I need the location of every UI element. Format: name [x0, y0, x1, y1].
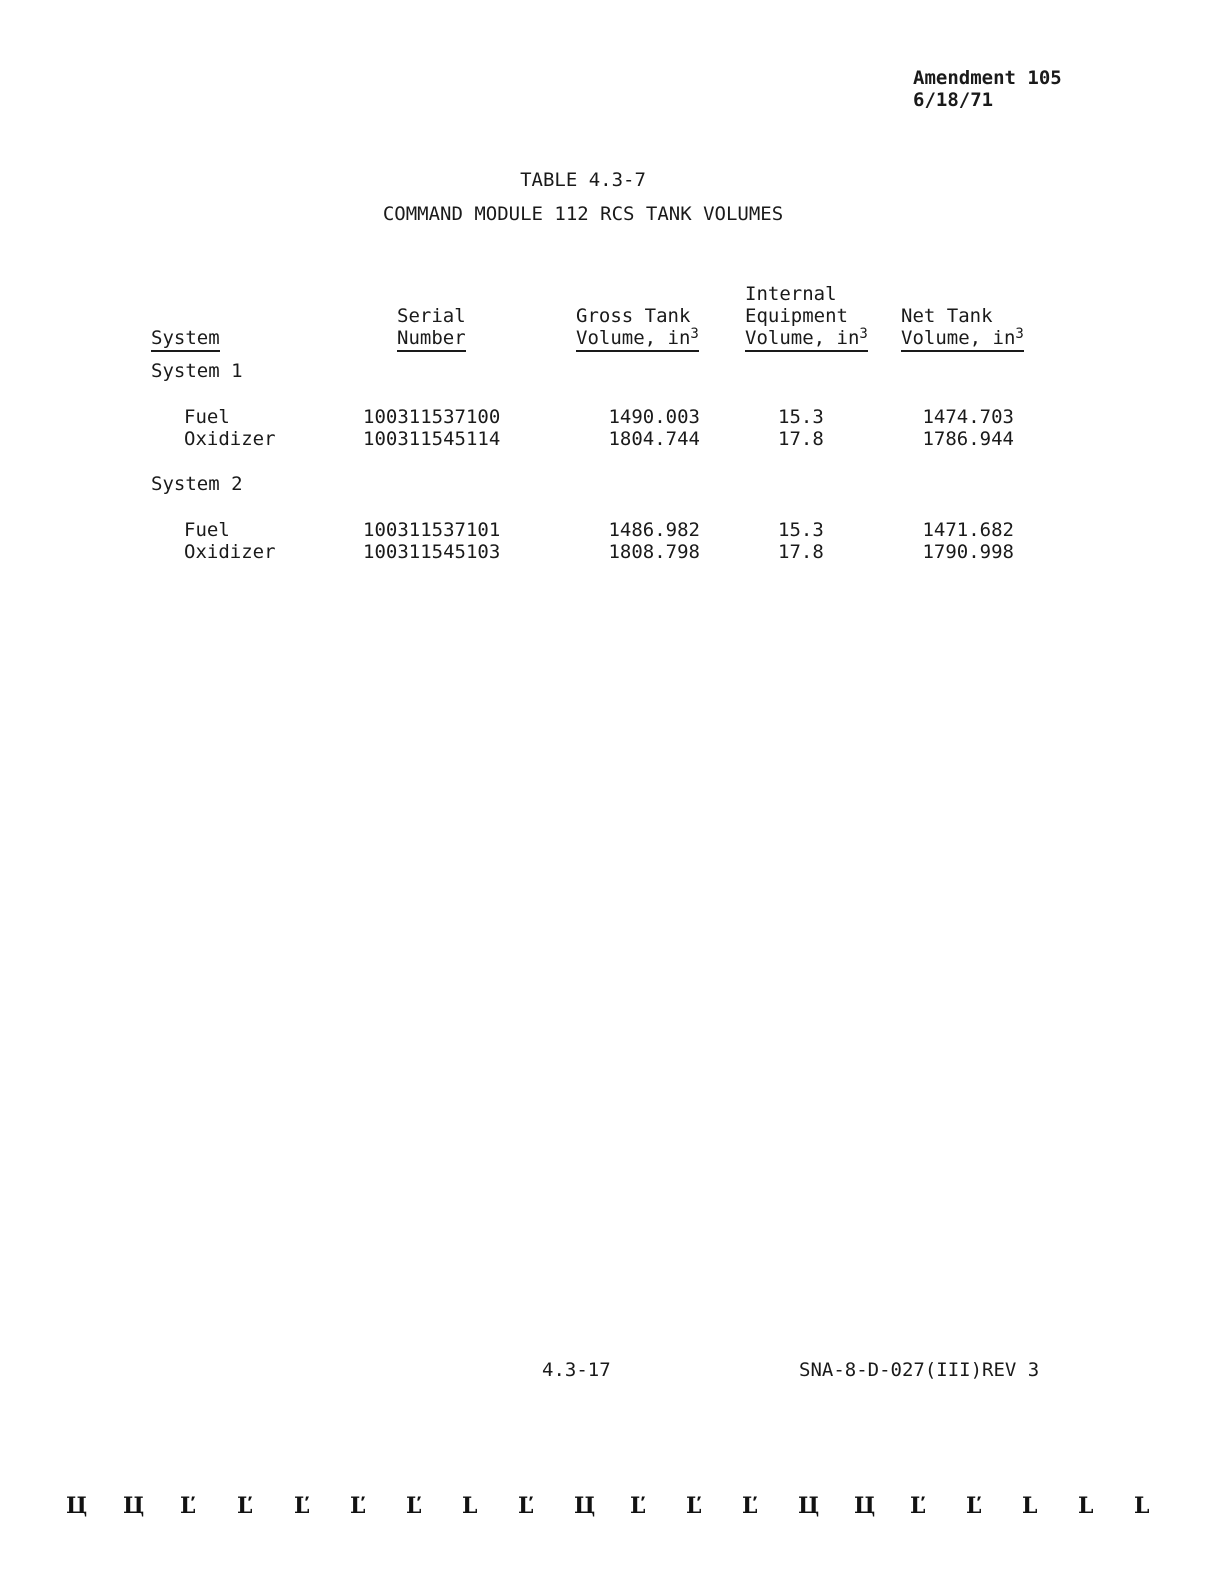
document-id: SNA-8-D-027(III)REV 3: [799, 1359, 1040, 1381]
cell-serial: 100311537100: [363, 406, 501, 428]
edge-mark: Ľ: [966, 1493, 982, 1519]
edge-mark: Ľ: [742, 1493, 758, 1519]
edge-mark: Ľ: [180, 1493, 196, 1519]
edge-mark: Ľ: [686, 1493, 702, 1519]
col-serial-header-line1: Serial: [397, 305, 466, 327]
cell-internal: 15.3: [778, 406, 824, 428]
page-number: 4.3-17: [542, 1359, 611, 1381]
col-gross-header-line1: Gross Tank: [576, 305, 691, 327]
cell-internal: 17.8: [778, 428, 824, 450]
edge-mark: Ц: [854, 1493, 876, 1519]
group-label-system-2: System 2: [151, 473, 243, 495]
edge-mark: Ц: [66, 1493, 88, 1519]
edge-mark: L: [462, 1493, 478, 1519]
cell-component: Oxidizer: [184, 428, 276, 450]
amendment-date: 6/18/71: [913, 89, 994, 111]
col-net-header-line1: Net Tank: [901, 305, 993, 327]
col-net-header-line2: Volume, $in^3$: [901, 327, 1024, 352]
col-internal-header-line3: Volume, $in^3$: [745, 327, 868, 352]
col-gross-header-line2: Volume, $in^3$: [576, 327, 699, 352]
cell-component: Oxidizer: [184, 541, 276, 563]
edge-mark: L: [1078, 1493, 1094, 1519]
cell-net: 1786.944: [922, 428, 1014, 450]
col-internal-header-line2: Equipment: [745, 305, 848, 327]
col-serial-header-line2: Number: [397, 327, 466, 352]
cell-net: 1471.682: [922, 519, 1014, 541]
cell-component: Fuel: [184, 406, 230, 428]
cell-gross: 1808.798: [608, 541, 700, 563]
cell-gross: 1486.982: [608, 519, 700, 541]
cell-internal: 17.8: [778, 541, 824, 563]
cell-gross: 1490.003: [608, 406, 700, 428]
table-number: TABLE 4.3-7: [520, 169, 646, 191]
edge-mark: Ľ: [630, 1493, 646, 1519]
col-system-header: System: [151, 327, 220, 352]
edge-mark: Ľ: [518, 1493, 534, 1519]
edge-mark: Ľ: [910, 1493, 926, 1519]
edge-mark: Ľ: [294, 1493, 310, 1519]
cell-serial: 100311545114: [363, 428, 501, 450]
edge-mark: L: [1022, 1493, 1038, 1519]
group-label-system-1: System 1: [151, 360, 243, 382]
cell-net: 1790.998: [922, 541, 1014, 563]
col-internal-header-line1: Internal: [745, 283, 837, 305]
edge-mark: Ľ: [406, 1493, 422, 1519]
cell-serial: 100311545103: [363, 541, 501, 563]
cell-serial: 100311537101: [363, 519, 501, 541]
cell-internal: 15.3: [778, 519, 824, 541]
edge-mark: Ц: [574, 1493, 596, 1519]
edge-mark: Ľ: [350, 1493, 366, 1519]
cell-net: 1474.703: [922, 406, 1014, 428]
edge-mark: Ц: [123, 1493, 145, 1519]
amendment-label: Amendment 105: [913, 67, 1062, 89]
table-title: COMMAND MODULE 112 RCS TANK VOLUMES: [382, 203, 784, 225]
edge-mark: Ц: [798, 1493, 820, 1519]
edge-mark: Ľ: [237, 1493, 253, 1519]
cell-component: Fuel: [184, 519, 230, 541]
edge-mark: L: [1134, 1493, 1150, 1519]
cell-gross: 1804.744: [608, 428, 700, 450]
